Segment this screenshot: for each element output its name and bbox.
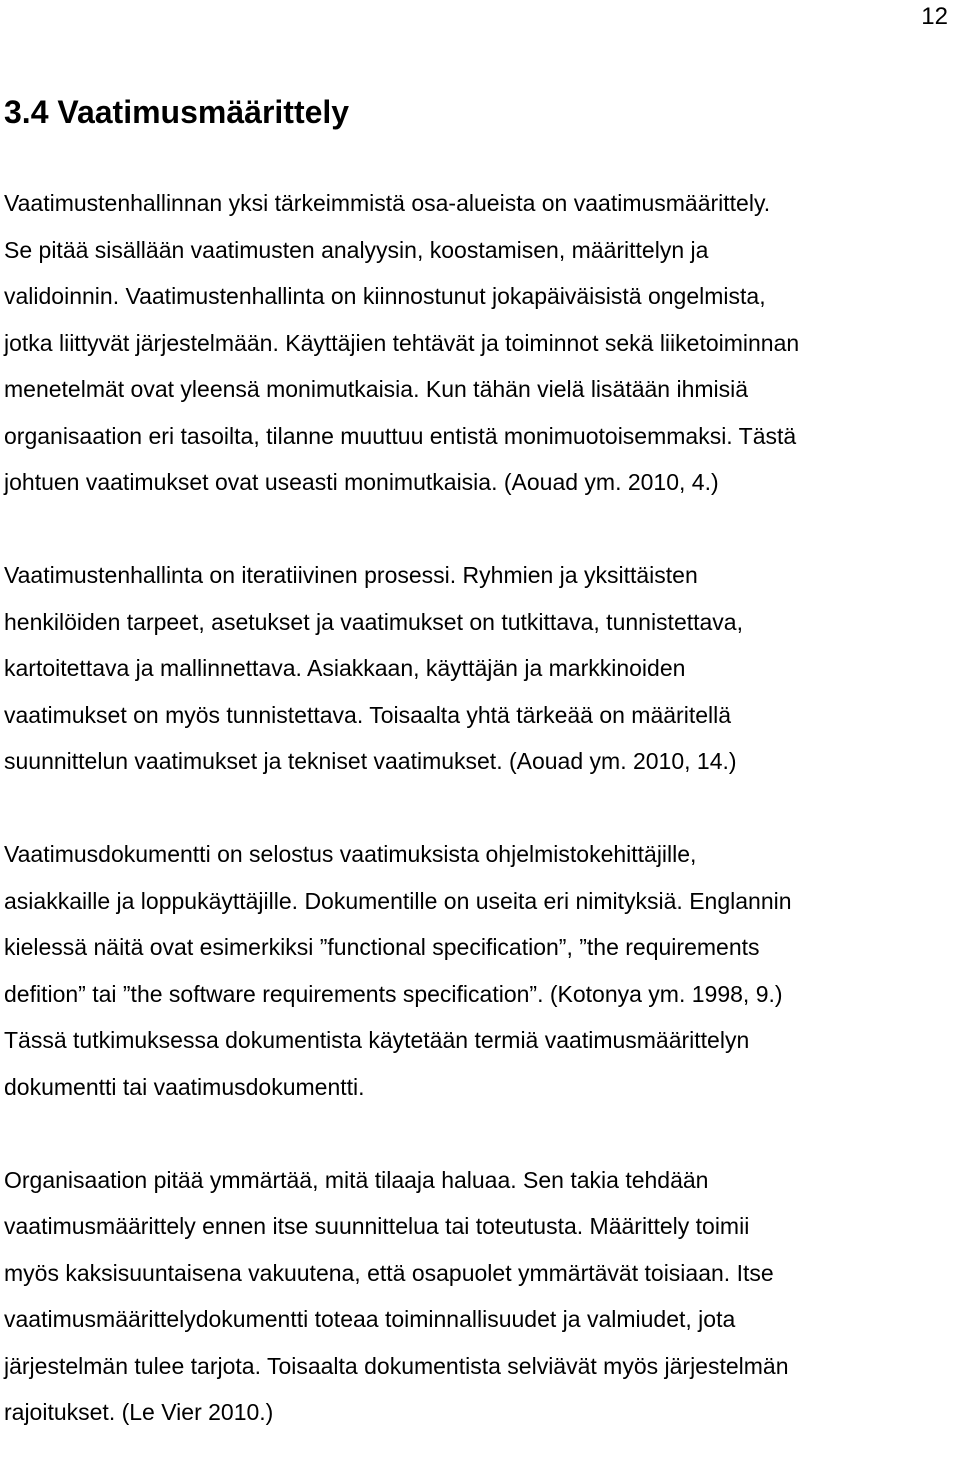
paragraph-1 xyxy=(4,180,954,506)
paragraph-2 xyxy=(4,552,954,785)
text-line: suunnittelun vaatimukset ja tekniset vaatimukset. (Aouad ym. 2010, 14.) xyxy=(4,748,737,774)
section-heading: 3.4 Vaatimusmäärittely xyxy=(4,94,350,130)
text-line: rajoitukset. (Le Vier 2010.) xyxy=(4,1399,274,1425)
body-text xyxy=(4,180,954,1482)
text-line: Tässä tutkimuksessa dokumentista käytetään termiä vaatimusmäärittelyn xyxy=(4,1027,750,1053)
text-line: validoinnin. Vaatimustenhallinta on kiinnostunut jokapäiväisistä ongelmista, xyxy=(4,283,766,309)
text-line: Vaatimustenhallinnan yksi tärkeimmistä osa-alueista on vaatimusmäärittely. xyxy=(4,190,771,216)
text-line: henkilöiden tarpeet, asetukset ja vaatimukset on tutkittava, tunnistettava, xyxy=(4,608,743,635)
text-line: dokumentti tai vaatimusdokumentti. xyxy=(4,1073,365,1100)
text-line: organisaation eri tasoilta, tilanne muuttuu entistä monimuotoisemmaksi. Tästä xyxy=(4,422,797,449)
paragraph-3 xyxy=(4,831,954,1110)
text-line: vaatimukset on myös tunnistettava. Toisaalta yhtä tärkeää on määritellä xyxy=(4,701,732,728)
text-line: menetelmät ovat yleensä monimutkaisia. Kun tähän vielä lisätään ihmisiä xyxy=(4,376,749,402)
text-line: vaatimusmäärittelydokumentti toteaa toiminnallisuudet ja valmiudet, jota xyxy=(4,1306,736,1332)
text-line: Se pitää sisällään vaatimusten analyysin, koostamisen, määrittelyn ja xyxy=(4,236,709,263)
page-number: 12 xyxy=(921,3,948,30)
paragraph-4 xyxy=(4,1157,954,1436)
text-line: vaatimusmäärittely ennen itse suunnittelua tai toteutusta. Määrittely toimii xyxy=(4,1213,750,1239)
text-line: johtuen vaatimukset ovat useasti monimutkaisia. (Aouad ym. 2010, 4.) xyxy=(4,469,719,495)
text-line: kielessä näitä ovat esimerkiksi ”functional specification”, ”the requirements xyxy=(4,934,760,960)
text-line: defition” tai ”the software requirements specification”. (Kotonya ym. 1998, 9.) xyxy=(4,980,783,1007)
text-line: asiakkaille ja loppukäyttäjille. Dokumentille on useita eri nimityksiä. Englannin xyxy=(4,887,792,914)
text-line: Organisaation pitää ymmärtää, mitä tilaaja haluaa. Sen takia tehdään xyxy=(4,1166,709,1193)
text-line: myös kaksisuuntaisena vakuutena, että osapuolet ymmärtävät toisiaan. Itse xyxy=(4,1259,774,1286)
text-line: Vaatimustenhallinta on iteratiivinen prosessi. Ryhmien ja yksittäisten xyxy=(4,562,698,588)
text-line: jotka liittyvät järjestelmään. Käyttäjien tehtävät ja toiminnot sekä liiketoiminnan xyxy=(4,329,800,356)
text-line: järjestelmän tulee tarjota. Toisaalta dokumentista selviävät myös järjestelmän xyxy=(4,1352,789,1379)
text-line: kartoitettava ja mallinnettava. Asiakkaan, käyttäjän ja markkinoiden xyxy=(4,655,686,681)
text-line: Vaatimusdokumentti on selostus vaatimuksista ohjelmistokehittäjille, xyxy=(4,841,697,867)
